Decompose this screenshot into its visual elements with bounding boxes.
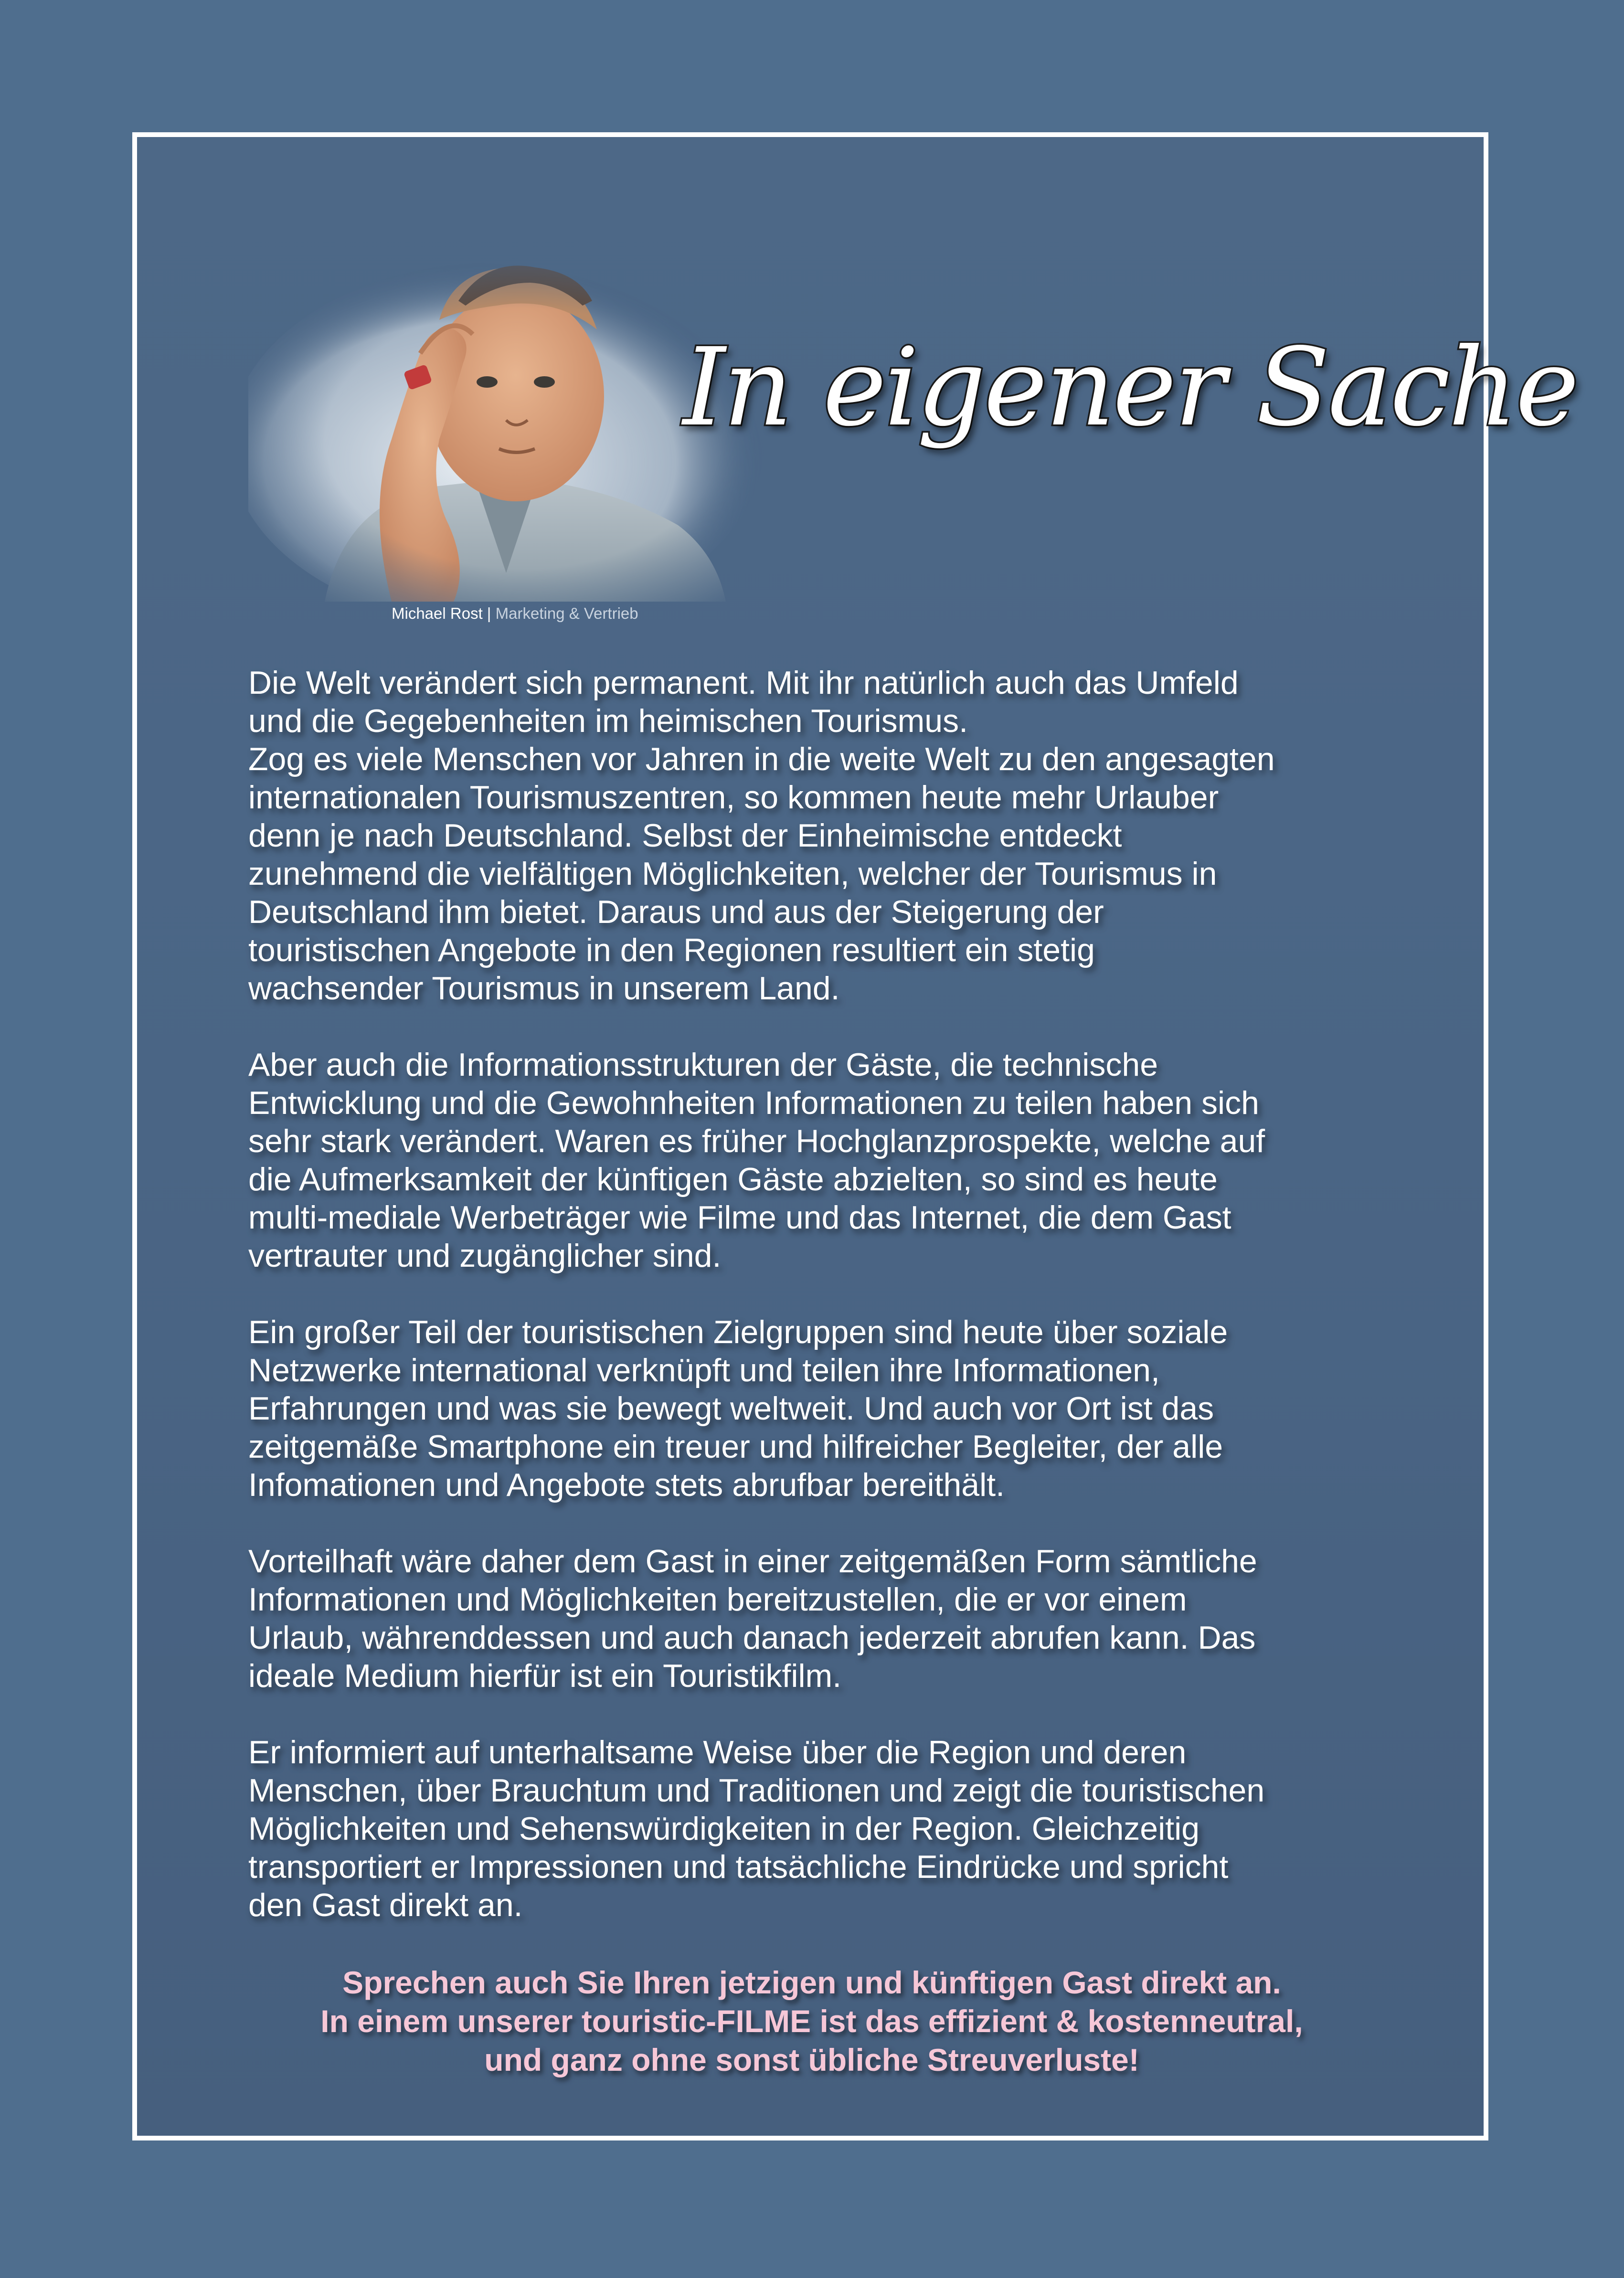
closing-line: In einem unserer touristic-FILME ist das effizient & kostenneutral, [320,2003,1303,2039]
paragraph: Aber auch die Informationsstrukturen der Gäste, die technische Entwicklung und die Gewohnheiten Informationen zu teilen haben sich sehr stark verändert. Waren es früher Hochglanzprospekte, welche auf die Aufmerksamkeit der künftigen Gäste abzielten, so sind es heute multi-mediale Werbeträger wie Filme und das Internet, die dem Gast vertrauter und zugänglicher sind. [248,1047,1265,1274]
closing-call-to-action [153,1963,1471,2079]
caption-separator: | [482,604,496,622]
paragraph: Vorteilhaft wäre daher dem Gast in einer zeitgemäßen Form sämtliche Informationen und Möglichkeiten bereitzustellen, die er vor einem Urlaub, währenddessen und auch danach jederzeit abrufen kann. Das ideale Medium hierfür ist ein Touristikfilm. [248,1543,1257,1694]
paragraph: Die Welt verändert sich permanent. Mit ihr natürlich auch das Umfeld und die Gegebenheiten im heimischen Tourismus. Zog es viele Menschen vor Jahren in die weite Welt zu den angesagten internationalen Tourismuszentren, so kommen heute mehr Urlauber denn je nach Deutschland. Selbst der Einheimische entdeckt zunehmend die vielfältigen Möglichkeiten, welcher der Tourismus in Deutschland ihm bietet. Daraus und aus der Steigerung der touristischen Angebote in den Regionen resultiert ein stetig wachsender Tourismus in unserem Land. [248,665,1275,1007]
portrait-caption [392,604,638,623]
caption-name: Michael Rost [392,604,483,622]
closing-line: Sprechen auch Sie Ihren jetzigen und künftigen Gast direkt an. [342,1965,1281,2000]
page-title: In eigener Sache [683,325,1578,450]
closing-line: und ganz ohne sonst übliche Streuverluste! [484,2042,1139,2077]
paragraph: Ein großer Teil der touristischen Zielgruppen sind heute über soziale Netzwerke international verknüpft und teilen ihre Informationen, Erfahrungen und was sie bewegt weltweit. Und auch vor Ort ist das zeitgemäße Smartphone ein treuer und hilfreicher Begleiter, der alle Infomationen und Angebote stets abrufbar bereithält. [248,1314,1228,1503]
caption-role: Marketing & Vertrieb [495,604,638,622]
body-text [248,664,1394,1962]
paragraph: Er informiert auf unterhaltsame Weise über die Region und deren Menschen, über Brauchtum und Traditionen und zeigt die touristischen Möglichkeiten und Sehenswürdigkeiten in der Region. Gleichzeitig transportiert er Impressionen und tatsächliche Eindrücke und spricht den Gast direkt an. [248,1734,1265,1923]
